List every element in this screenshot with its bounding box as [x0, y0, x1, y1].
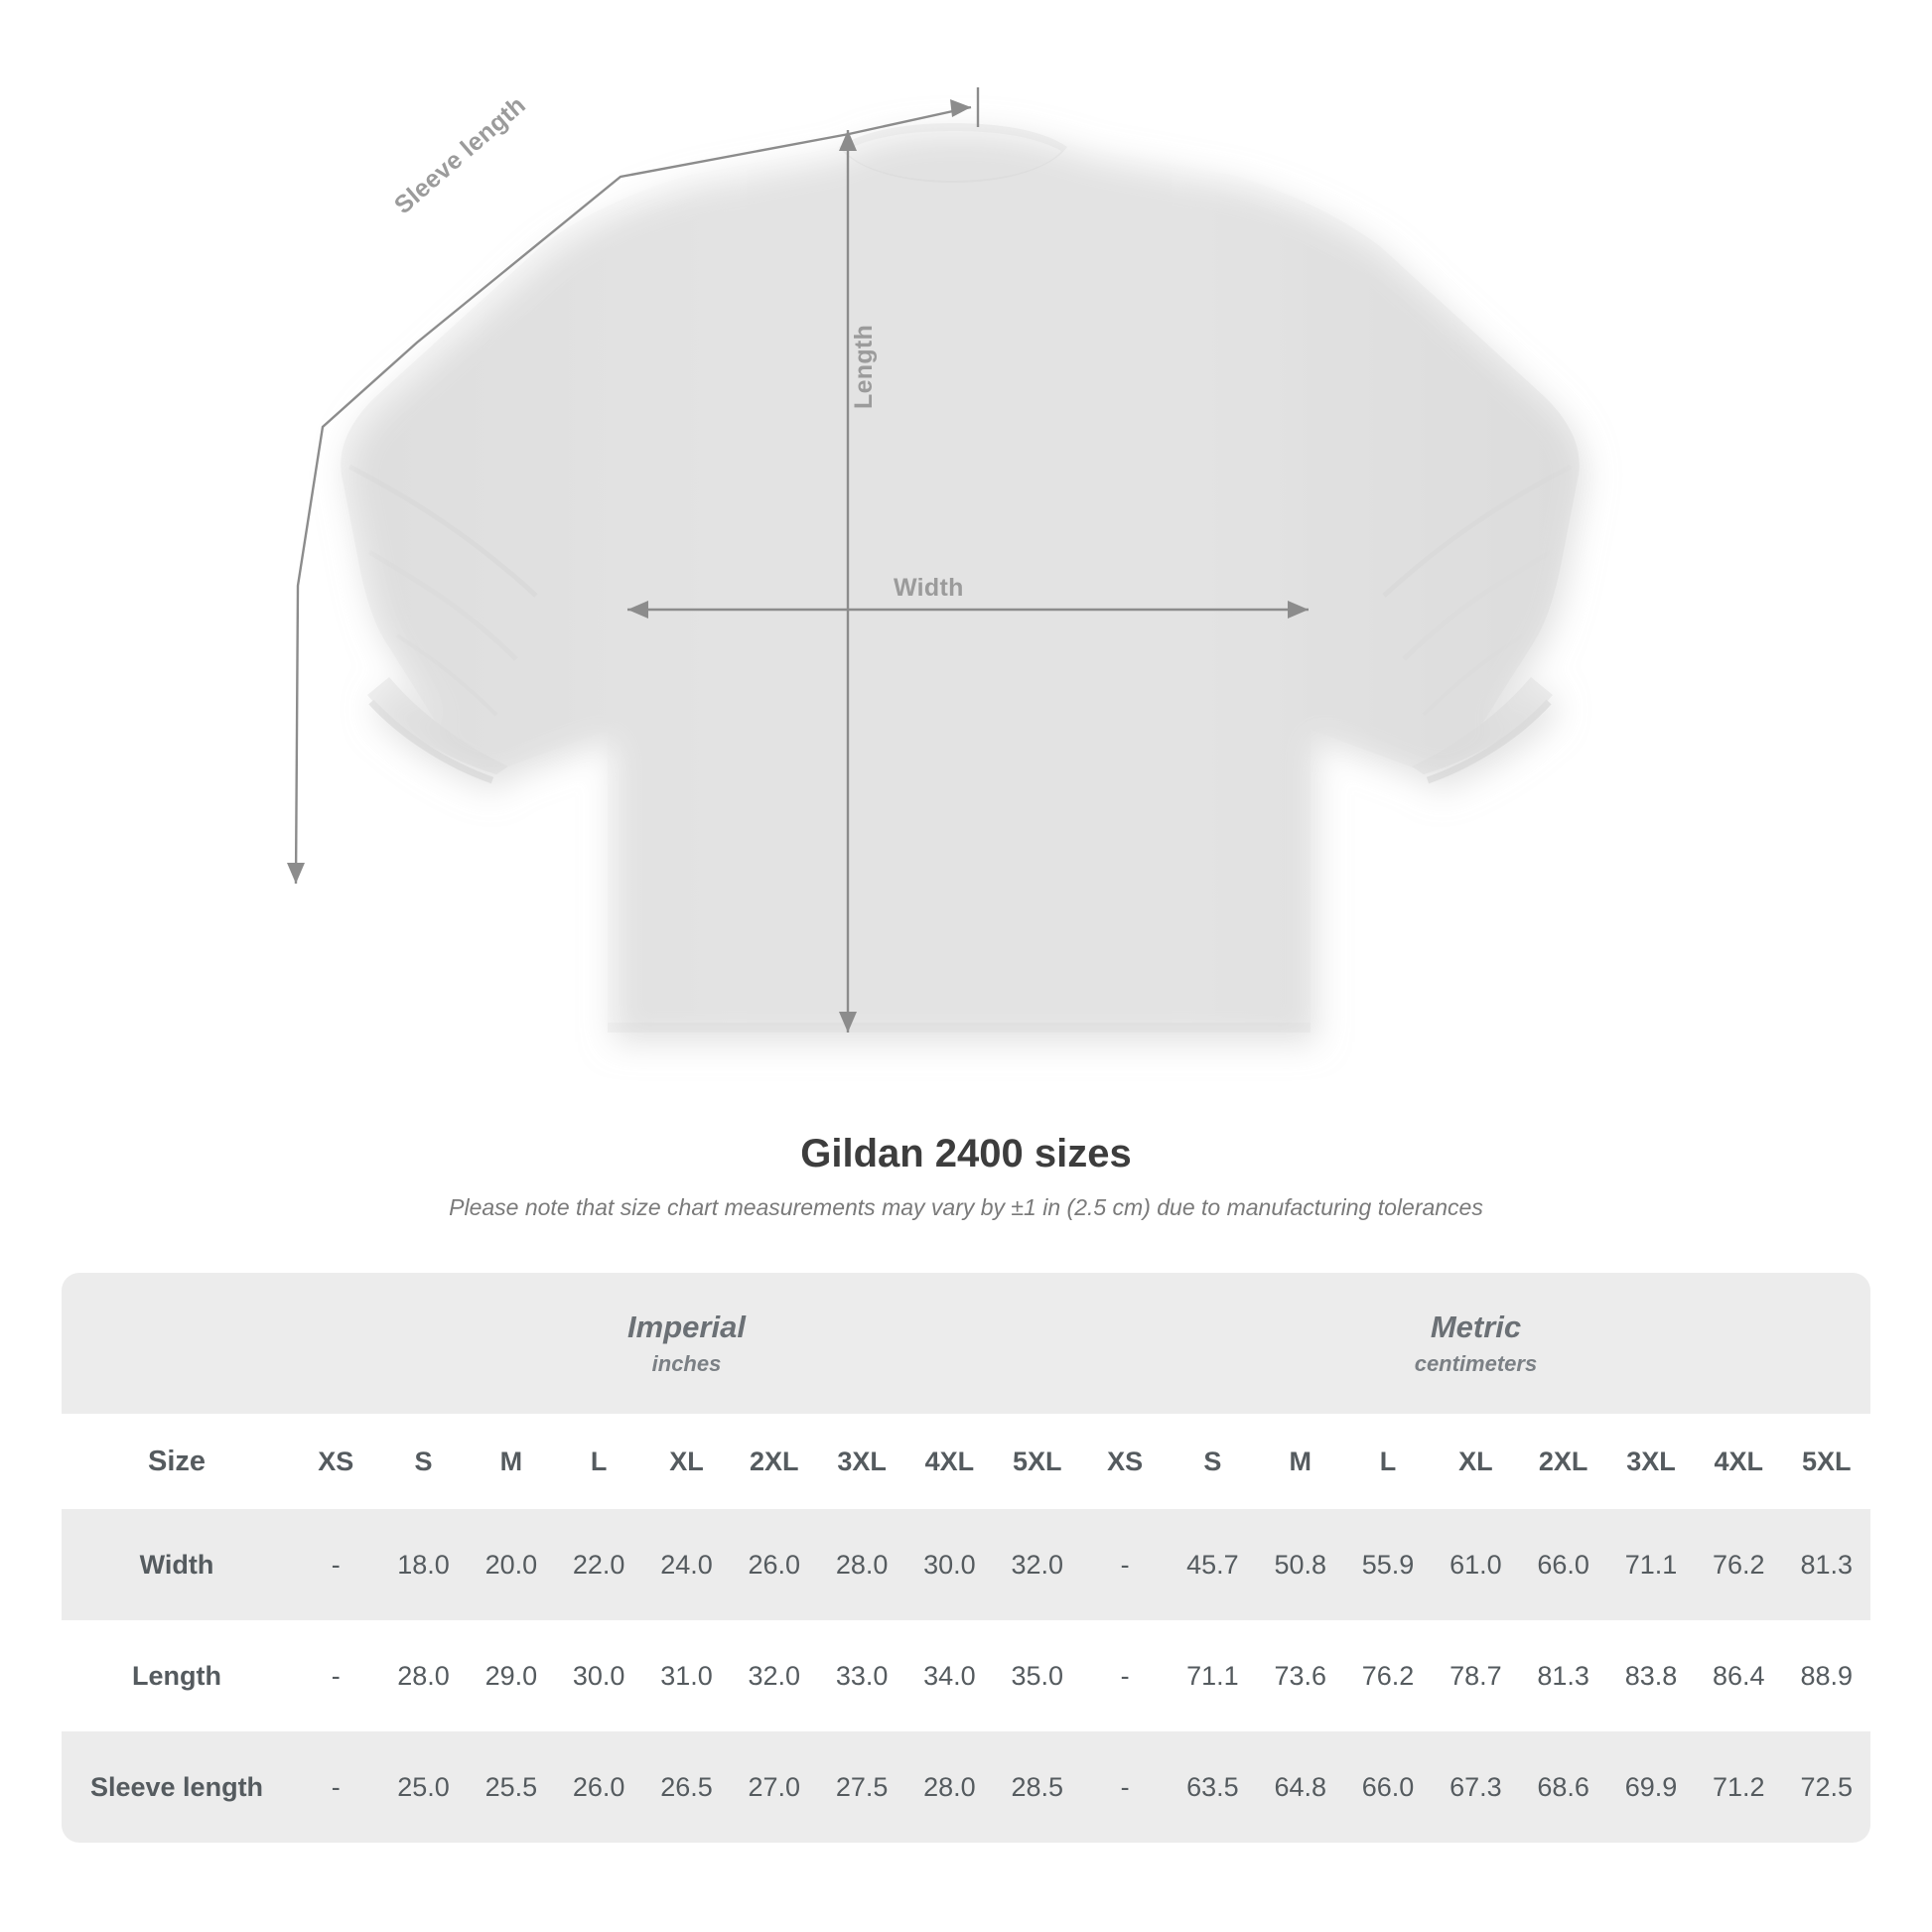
row-label-length: Length	[62, 1620, 292, 1731]
column-header-imperial-3xl: 3XL	[818, 1414, 905, 1509]
column-header-metric-5xl: 5XL	[1782, 1414, 1870, 1509]
table-row-sleeve-length	[62, 1731, 1870, 1843]
cell-length-metric-m: 73.6	[1257, 1620, 1344, 1731]
cell-length-metric-4xl: 86.4	[1695, 1620, 1782, 1731]
cell-length-imperial-3xl: 33.0	[818, 1620, 905, 1731]
cell-sleeve-imperial-2xl: 27.0	[731, 1731, 818, 1843]
column-header-metric-l: L	[1344, 1414, 1432, 1509]
column-header-imperial-xs: XS	[292, 1414, 379, 1509]
size-header-row	[62, 1414, 1870, 1509]
cell-width-metric-l: 55.9	[1344, 1509, 1432, 1620]
column-header-imperial-2xl: 2XL	[731, 1414, 818, 1509]
cell-length-imperial-s: 28.0	[379, 1620, 467, 1731]
cell-width-metric-3xl: 71.1	[1607, 1509, 1695, 1620]
cell-width-imperial-l: 22.0	[555, 1509, 642, 1620]
cell-sleeve-imperial-3xl: 27.5	[818, 1731, 905, 1843]
cell-sleeve-imperial-l: 26.0	[555, 1731, 642, 1843]
cell-length-imperial-xs: -	[292, 1620, 379, 1731]
cell-length-imperial-2xl: 32.0	[731, 1620, 818, 1731]
column-header-metric-4xl: 4XL	[1695, 1414, 1782, 1509]
cell-length-metric-l: 76.2	[1344, 1620, 1432, 1731]
table-row-width	[62, 1509, 1870, 1620]
cell-sleeve-imperial-s: 25.0	[379, 1731, 467, 1843]
cell-length-metric-xl: 78.7	[1432, 1620, 1519, 1731]
column-header-metric-3xl: 3XL	[1607, 1414, 1695, 1509]
cell-length-metric-2xl: 81.3	[1520, 1620, 1607, 1731]
cell-length-imperial-l: 30.0	[555, 1620, 642, 1731]
cell-width-imperial-2xl: 26.0	[731, 1509, 818, 1620]
column-header-imperial-4xl: 4XL	[905, 1414, 993, 1509]
cell-length-imperial-4xl: 34.0	[905, 1620, 993, 1731]
cell-sleeve-imperial-xs: -	[292, 1731, 379, 1843]
cell-width-imperial-m: 20.0	[468, 1509, 555, 1620]
column-header-imperial-s: S	[379, 1414, 467, 1509]
table-row-length	[62, 1620, 1870, 1731]
cell-width-metric-s: 45.7	[1169, 1509, 1256, 1620]
length-dimension-label: Length	[850, 324, 878, 409]
cell-sleeve-imperial-m: 25.5	[468, 1731, 555, 1843]
cell-length-metric-3xl: 83.8	[1607, 1620, 1695, 1731]
column-header-imperial-5xl: 5XL	[994, 1414, 1081, 1509]
size-chart-table-wrapper	[62, 1273, 1870, 1843]
page-title: Gildan 2400 sizes	[800, 1132, 1132, 1175]
cell-width-imperial-xl: 24.0	[642, 1509, 730, 1620]
size-chart-table	[62, 1273, 1870, 1843]
column-header-metric-xl: XL	[1432, 1414, 1519, 1509]
cell-length-metric-s: 71.1	[1169, 1620, 1256, 1731]
unit-group-blank-cell	[62, 1273, 292, 1414]
cell-width-imperial-4xl: 30.0	[905, 1509, 993, 1620]
sleeve-length-dimension-label: Sleeve length	[389, 90, 531, 220]
cell-sleeve-metric-s: 63.5	[1169, 1731, 1256, 1843]
cell-sleeve-metric-xl: 67.3	[1432, 1731, 1519, 1843]
column-header-imperial-l: L	[555, 1414, 642, 1509]
width-dimension-label: Width	[894, 574, 964, 602]
cell-width-metric-2xl: 66.0	[1520, 1509, 1607, 1620]
cell-sleeve-metric-l: 66.0	[1344, 1731, 1432, 1843]
cell-width-imperial-xs: -	[292, 1509, 379, 1620]
unit-group-metric: Metric centimeters	[1081, 1273, 1870, 1414]
chart-heading-block	[0, 1132, 1932, 1221]
cell-length-metric-xs: -	[1081, 1620, 1169, 1731]
cell-width-metric-xs: -	[1081, 1509, 1169, 1620]
column-header-imperial-m: M	[468, 1414, 555, 1509]
cell-sleeve-metric-2xl: 68.6	[1520, 1731, 1607, 1843]
row-label-width: Width	[62, 1509, 292, 1620]
cell-length-imperial-5xl: 35.0	[994, 1620, 1081, 1731]
cell-sleeve-imperial-4xl: 28.0	[905, 1731, 993, 1843]
column-header-size: Size	[62, 1414, 292, 1509]
column-header-metric-s: S	[1169, 1414, 1256, 1509]
cell-sleeve-metric-4xl: 71.2	[1695, 1731, 1782, 1843]
column-header-imperial-xl: XL	[642, 1414, 730, 1509]
cell-width-metric-5xl: 81.3	[1782, 1509, 1870, 1620]
cell-sleeve-imperial-xl: 26.5	[642, 1731, 730, 1843]
cell-width-imperial-3xl: 28.0	[818, 1509, 905, 1620]
cell-length-imperial-m: 29.0	[468, 1620, 555, 1731]
unit-group-imperial: Imperial inches	[292, 1273, 1081, 1414]
cell-width-metric-m: 50.8	[1257, 1509, 1344, 1620]
cell-sleeve-metric-5xl: 72.5	[1782, 1731, 1870, 1843]
tolerance-note: Please note that size chart measurements may vary by ±1 in (2.5 cm) due to manufacturing tolerances	[449, 1194, 1483, 1220]
cell-width-metric-xl: 61.0	[1432, 1509, 1519, 1620]
column-header-metric-m: M	[1257, 1414, 1344, 1509]
cell-length-metric-5xl: 88.9	[1782, 1620, 1870, 1731]
cell-sleeve-metric-3xl: 69.9	[1607, 1731, 1695, 1843]
cell-sleeve-imperial-5xl: 28.5	[994, 1731, 1081, 1843]
column-header-metric-xs: XS	[1081, 1414, 1169, 1509]
cell-width-metric-4xl: 76.2	[1695, 1509, 1782, 1620]
cell-length-imperial-xl: 31.0	[642, 1620, 730, 1731]
cell-width-imperial-s: 18.0	[379, 1509, 467, 1620]
row-label-sleeve-length: Sleeve length	[62, 1731, 292, 1843]
cell-sleeve-metric-xs: -	[1081, 1731, 1169, 1843]
cell-width-imperial-5xl: 32.0	[994, 1509, 1081, 1620]
column-header-metric-2xl: 2XL	[1520, 1414, 1607, 1509]
cell-sleeve-metric-m: 64.8	[1257, 1731, 1344, 1843]
unit-group-header-row	[62, 1273, 1870, 1414]
